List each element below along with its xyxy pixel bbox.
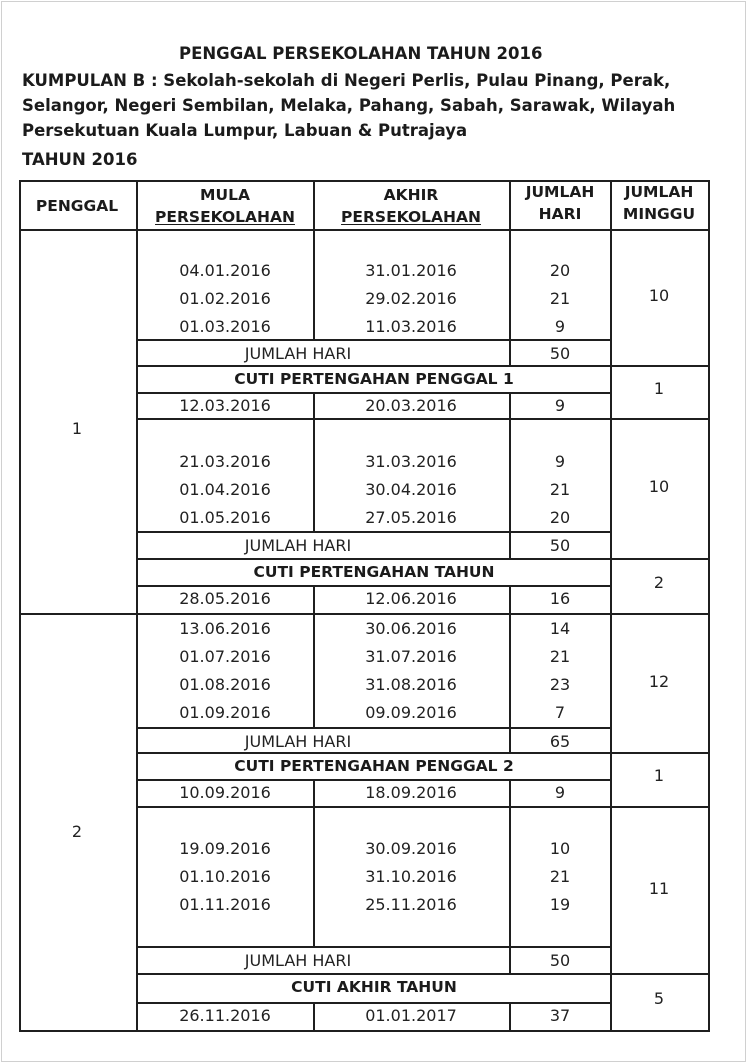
header-col-rule [313,180,315,229]
holiday-start-date: 28.05.2016 [179,589,271,608]
penggal-number: 2 [71,822,83,841]
header-mula: MULA [200,186,250,204]
holiday-days: 9 [554,396,566,415]
holiday-weeks: 2 [653,573,665,592]
holiday-date-rule [136,392,612,394]
holiday-weeks: 1 [653,379,665,398]
minggu-column-rule [610,229,612,365]
jumlah-minggu-value: 10 [648,477,670,496]
holiday-days: 9 [554,783,566,802]
table-right-rule [708,180,710,1031]
header-minggu: MINGGU [622,205,696,223]
total-row-rule [136,946,612,948]
header-mula-persekolahan: PERSEKOLAHAN [155,208,295,226]
date-column-rule [313,613,315,727]
holiday-start-date: 26.11.2016 [179,1006,271,1025]
date-column-rule [313,418,315,531]
jumlah-hari-total: 50 [549,536,571,555]
hari-column-rule [509,418,511,558]
date-column-rule [313,806,315,946]
holiday-bottom-rule [136,806,710,808]
jumlah-hari-label: JUMLAH HARI [244,344,352,363]
mula-date: 01.10.2016 [179,867,271,886]
holiday-bottom-rule [136,613,710,615]
penggal-column-rule [136,613,138,1030]
hari-count: 7 [554,703,566,722]
group-description-line-2: Selangor, Negeri Sembilan, Melaka, Pahang, Sabah, Sarawak, Wilayah [22,96,676,115]
hari-count: 19 [549,895,571,914]
block-bottom-rule [136,752,710,754]
minggu-column-rule [610,558,612,613]
holiday-label: CUTI PERTENGAHAN TAHUN [253,563,495,581]
header-jumlah-minggu: JUMLAH [624,183,694,201]
hari-count: 21 [549,289,571,308]
hari-count: 21 [549,647,571,666]
holiday-start-date: 10.09.2016 [179,783,271,802]
block-bottom-rule [136,558,710,560]
hari-count: 21 [549,480,571,499]
holiday-weeks: 5 [653,989,665,1008]
holiday-end-date: 12.06.2016 [365,589,457,608]
hari-count: 23 [549,675,571,694]
hari-count: 20 [549,508,571,527]
minggu-column-rule [610,365,612,418]
akhir-date: 30.06.2016 [365,619,457,638]
hari-count: 20 [549,261,571,280]
mula-date: 01.04.2016 [179,480,271,499]
holiday-label: CUTI PERTENGAHAN PENGGAL 2 [234,757,514,775]
mula-date: 13.06.2016 [179,619,271,638]
hari-column-rule [509,1002,511,1030]
jumlah-hari-total: 50 [549,344,571,363]
minggu-column-rule [610,418,612,558]
date-column-rule [313,392,315,418]
table-bottom-rule [19,1030,710,1032]
holiday-days: 37 [549,1006,571,1025]
akhir-date: 30.09.2016 [365,839,457,858]
holiday-date-rule [136,779,612,781]
holiday-start-date: 12.03.2016 [179,396,271,415]
header-akhir: AKHIR [383,186,439,204]
year-label: TAHUN 2016 [22,150,138,169]
mula-date: 01.05.2016 [179,508,271,527]
hari-column-rule [509,613,511,752]
holiday-date-rule [136,585,612,587]
total-row-rule [136,727,612,729]
jumlah-hari-label: JUMLAH HARI [244,536,352,555]
hari-count: 9 [554,317,566,336]
date-column-rule [313,779,315,806]
akhir-date: 25.11.2016 [365,895,457,914]
block-bottom-rule [136,365,710,367]
akhir-date: 11.03.2016 [365,317,457,336]
hari-count: 14 [549,619,571,638]
group-description-line-1: KUMPULAN B : Sekolah-sekolah di Negeri Perlis, Pulau Pinang, Perak, [22,71,671,90]
mula-date: 04.01.2016 [179,261,271,280]
jumlah-hari-label: JUMLAH HARI [244,732,352,751]
holiday-end-date: 18.09.2016 [365,783,457,802]
header-bottom-rule [19,229,708,231]
hari-column-rule [509,392,511,418]
akhir-date: 27.05.2016 [365,508,457,527]
mula-date: 01.03.2016 [179,317,271,336]
block-bottom-rule [136,973,710,975]
mula-date: 01.11.2016 [179,895,271,914]
page-title: PENGGAL PERSEKOLAHAN TAHUN 2016 [179,44,543,63]
table-top-rule [19,180,708,182]
hari-column-rule [509,779,511,806]
total-row-rule [136,339,612,341]
date-column-rule [313,585,315,613]
jumlah-minggu-value: 12 [648,672,670,691]
akhir-date: 31.08.2016 [365,675,457,694]
header-hari: HARI [538,205,582,223]
akhir-date: 31.10.2016 [365,867,457,886]
holiday-end-date: 01.01.2017 [365,1006,457,1025]
holiday-days: 16 [549,589,571,608]
minggu-column-rule [610,973,612,1030]
header-col-rule [136,180,138,229]
mula-date: 01.08.2016 [179,675,271,694]
mula-date: 21.03.2016 [179,452,271,471]
penggal-column-rule [136,229,138,613]
date-column-rule [313,1002,315,1030]
hari-count: 9 [554,452,566,471]
akhir-date: 30.04.2016 [365,480,457,499]
akhir-date: 29.02.2016 [365,289,457,308]
holiday-date-rule [136,1002,612,1004]
hari-count: 10 [549,839,571,858]
total-row-rule [136,531,612,533]
header-penggal: PENGGAL [35,197,119,215]
mula-date: 01.07.2016 [179,647,271,666]
akhir-date: 31.03.2016 [365,452,457,471]
table-left-rule [19,180,21,1030]
penggal-number: 1 [71,419,83,438]
mula-date: 01.02.2016 [179,289,271,308]
minggu-column-rule [610,752,612,806]
header-col-rule [509,180,511,229]
jumlah-minggu-value: 10 [648,286,670,305]
jumlah-hari-total: 50 [549,951,571,970]
akhir-date: 31.01.2016 [365,261,457,280]
jumlah-hari-label: JUMLAH HARI [244,951,352,970]
term-separator-rule [19,613,136,615]
minggu-column-rule [610,613,612,752]
header-akhir-persekolahan: PERSEKOLAHAN [341,208,481,226]
group-description-line-3: Persekutuan Kuala Lumpur, Labuan & Putrajaya [22,121,468,140]
date-column-rule [313,229,315,339]
hari-column-rule [509,229,511,365]
holiday-end-date: 20.03.2016 [365,396,457,415]
hari-count: 21 [549,867,571,886]
jumlah-hari-total: 65 [549,732,571,751]
header-col-rule [610,180,612,229]
header-jumlah-hari: JUMLAH [525,183,595,201]
akhir-date: 09.09.2016 [365,703,457,722]
mula-date: 01.09.2016 [179,703,271,722]
holiday-weeks: 1 [653,766,665,785]
mula-date: 19.09.2016 [179,839,271,858]
hari-column-rule [509,585,511,613]
akhir-date: 31.07.2016 [365,647,457,666]
jumlah-minggu-value: 11 [648,879,670,898]
holiday-bottom-rule [136,418,710,420]
holiday-label: CUTI PERTENGAHAN PENGGAL 1 [234,370,514,388]
holiday-label: CUTI AKHIR TAHUN [291,978,457,996]
